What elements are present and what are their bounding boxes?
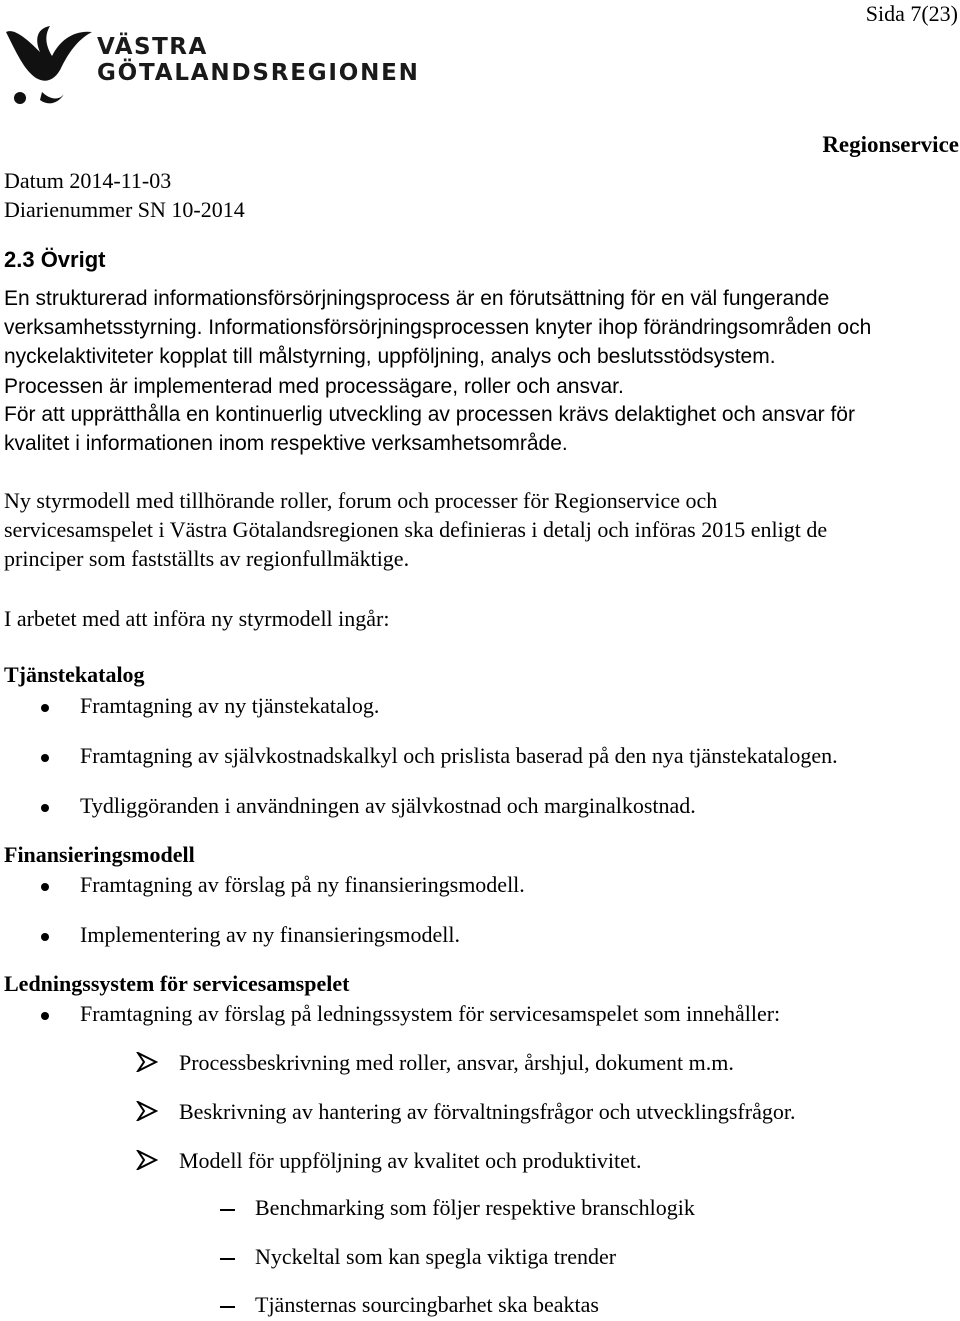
paragraph-3 [4,486,827,574]
paragraph-line: servicesamspelet i Västra Götalandsregionen ska definieras i detalj och införas 2015 enligt de [4,517,828,543]
paragraph-line: verksamhetsstyrning. Informationsförsörjningsprocessen knyter ihop förändringsområden och [4,316,872,340]
paragraph-line: För att upprätthålla en kontinuerlig utveckling av processen krävs delaktighet och ansvar för [4,403,855,426]
arrow-bullet-icon [136,1101,158,1121]
list-item: Implementering av ny finansieringsmodell. [80,922,461,947]
intro-text: I arbetet med att införa ny styrmodell ingår: [4,606,390,631]
dash-bullet-icon [220,1209,235,1211]
paragraph-line: En strukturerad informationsförsörjningsprocess är en förutsättning för en väl fungerande [4,287,830,310]
paragraph-line: nyckelaktiviteter kopplat till målstyrning, uppföljning, analys och beslutsstödsystem. [4,345,776,369]
paragraph-line: principer som fastställts av regionfullmäktige. [4,546,410,572]
list-item: Framtagning av förslag på ny finansieringsmodell. [80,872,525,897]
arrow-bullet-icon [136,1150,158,1170]
vgr-emblem-icon [4,22,94,107]
paragraph-line: Ny styrmodell med tillhörande roller, forum och processer för Regionservice och [4,488,718,513]
list-item: Framtagning av självkostnadskalkyl och prislista baserad på den nya tjänstekatalogen. [80,743,838,768]
vgr-logo [4,22,420,112]
sub-sub-list-item: Benchmarking som följer respektive branschlogik [255,1195,695,1220]
list-item: Framtagning av ny tjänstekatalog. [80,693,380,718]
paragraph-1 [4,284,871,401]
dash-bullet-icon [220,1306,235,1308]
paragraph-line: Processen är implementerad med processägare, roller och ansvar. [4,374,624,398]
logo-text-line2: GÖTALANDSREGIONEN [97,60,420,86]
sub-list-item: Processbeskrivning med roller, ansvar, årshjul, dokument m.m. [179,1050,734,1075]
list-item: Framtagning av förslag på ledningssystem för servicesamspelet som innehåller: [80,1001,781,1026]
page-number: Sida 7(23) [865,1,958,26]
list-item: Tydliggöranden i användningen av självkostnad och marginalkostnad. [80,793,696,818]
paragraph-2 [4,400,855,458]
subheading-finansieringsmodell: Finansieringsmodell [4,842,195,867]
arrow-bullet-icon [136,1052,158,1072]
sub-list-item: Beskrivning av hantering av förvaltningsfrågor och utvecklingsfrågor. [179,1099,796,1124]
department-name: Regionservice [822,132,959,157]
subheading-tjanstekatalog: Tjänstekatalog [4,662,145,687]
logo-text-line1: VÄSTRA [97,34,208,60]
sub-sub-list-item: Tjänsternas sourcingbarhet ska beaktas [255,1292,599,1317]
dash-bullet-icon [220,1258,235,1260]
document-date: Datum 2014-11-03 [4,168,172,193]
section-heading: 2.3 Övrigt [4,247,106,272]
reference-number: Diarienummer SN 10-2014 [4,197,245,222]
subheading-ledningssystem: Ledningssystem för servicesamspelet [4,971,350,996]
paragraph-line: kvalitet i informationen inom respektive verksamhetsområde. [4,432,568,456]
sub-list-item: Modell för uppföljning av kvalitet och produktivitet. [179,1148,642,1173]
sub-sub-list-item: Nyckeltal som kan spegla viktiga trender [255,1244,617,1269]
